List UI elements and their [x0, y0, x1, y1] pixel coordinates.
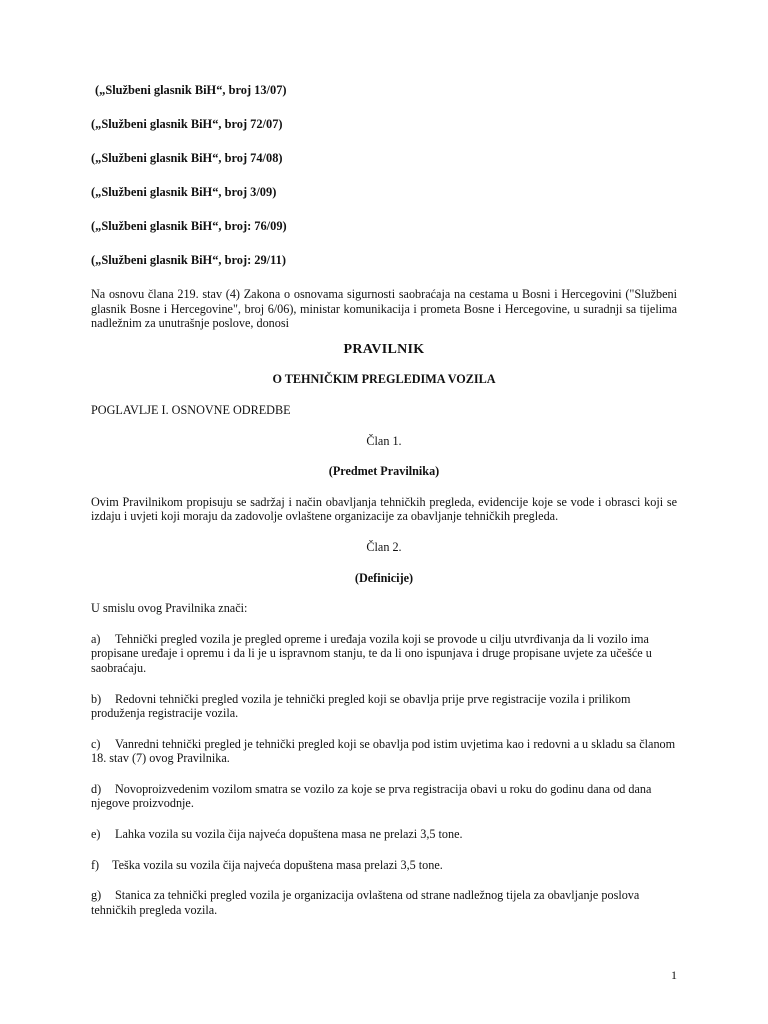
gazette-reference: („Službeni glasnik BiH“, broj 74/08) [91, 151, 283, 165]
gazette-reference: („Službeni glasnik BiH“, broj 3/09) [91, 185, 277, 199]
article-2-subheading: (Definicije) [354, 570, 414, 585]
definition-text: Tehnički pregled vozila je pregled opreme i uređaja vozila koji se provode u cilju utvrđivanja da li vozilo ima propisane uređaje i opremu i da li je u ispravnom stanju, te da li ono ispunjava i druge propisane uvjete za učešće u saobraćaju. [91, 631, 652, 675]
page-number: 1 [671, 968, 677, 982]
definition-text: Novoproizvedenim vozilom smatra se vozilo za koje se prva registracija obavi u roku do godinu dana od dana njegove proizvodnje. [91, 781, 652, 811]
definition-item [91, 692, 677, 721]
article-2-lead: U smislu ovog Pravilnika znači: [91, 601, 248, 616]
document-content [91, 83, 677, 933]
gazette-reference: („Službeni glasnik BiH“, broj 72/07) [91, 117, 283, 131]
definition-letter: g) [91, 888, 102, 903]
definition-text: Stanica za tehnički pregled vozila je organizacija ovlaštena od strane nadležnog tijela za obavljanje poslova tehničkih pregleda vozila. [91, 888, 640, 917]
chapter-heading: POGLAVLJE I. OSNOVNE ODREDBE [91, 402, 291, 417]
definition-item [91, 632, 677, 676]
definition-letter: a) [91, 631, 101, 646]
definition-text: Vanredni tehnički pregled je tehnički pregled koji se obavlja pod istim uvjetima kao i redovni a u skladu sa članom 18. stav (7) ovog Pravilnika. [91, 736, 676, 766]
gazette-reference: („Službeni glasnik BiH“, broj 13/07) [95, 83, 287, 97]
document-subtitle: O TEHNIČKIM PREGLEDIMA VOZILA [272, 372, 496, 387]
definition-item [91, 827, 677, 842]
article-1-subheading: (Predmet Pravilnika) [328, 464, 440, 479]
document-title: PRAVILNIK [343, 341, 425, 357]
definition-text: Lahka vozila su vozila čija najveća dopuštena masa ne prelazi 3,5 tone. [115, 827, 463, 842]
article-1-text: Ovim Pravilnikom propisuju se sadržaj i način obavljanja tehničkih pregleda, evidencije koje se vode i obrasci koji se izdaju i uvjeti koji moraju da zadovolje ovlaštene organizacije za obavljanje tehničkih pregleda. [91, 494, 677, 524]
gazette-reference: („Službeni glasnik BiH“, broj: 76/09) [91, 219, 287, 233]
gazette-reference: („Službeni glasnik BiH“, broj: 29/11) [91, 253, 286, 267]
intro-paragraph: Na osnovu člana 219. stav (4) Zakona o osnovama sigurnosti saobraćaja na cestama u Bosni i Hercegovini ("Službeni glasnik Bosne i Hercegovine", broj 6/06), ministar komunikacija i prometa Bosne i Hercegovine, u suradnji sa tijelima nadležnim za unutrašnje poslove, donosi [91, 287, 677, 331]
definition-item [91, 737, 677, 766]
definition-letter: f) [91, 857, 100, 872]
definition-text: Teška vozila su vozila čija najveća dopuštena masa prelazi 3,5 tone. [112, 857, 443, 872]
definition-item [91, 782, 677, 811]
definition-item [91, 888, 677, 917]
definition-text: Redovni tehnički pregled vozila je tehnički pregled koji se obavlja prije prve registracije vozila i prilikom produženja registracije vozila. [91, 691, 631, 721]
gazette-reference-list [91, 83, 677, 267]
article-2-heading: Član 2. [366, 539, 402, 554]
article-1-heading: Član 1. [366, 433, 402, 448]
definition-letter: c) [91, 736, 101, 751]
definition-item [91, 858, 677, 873]
definition-letter: d) [91, 781, 102, 796]
definition-letter: e) [91, 827, 101, 842]
definition-letter: b) [91, 691, 102, 706]
